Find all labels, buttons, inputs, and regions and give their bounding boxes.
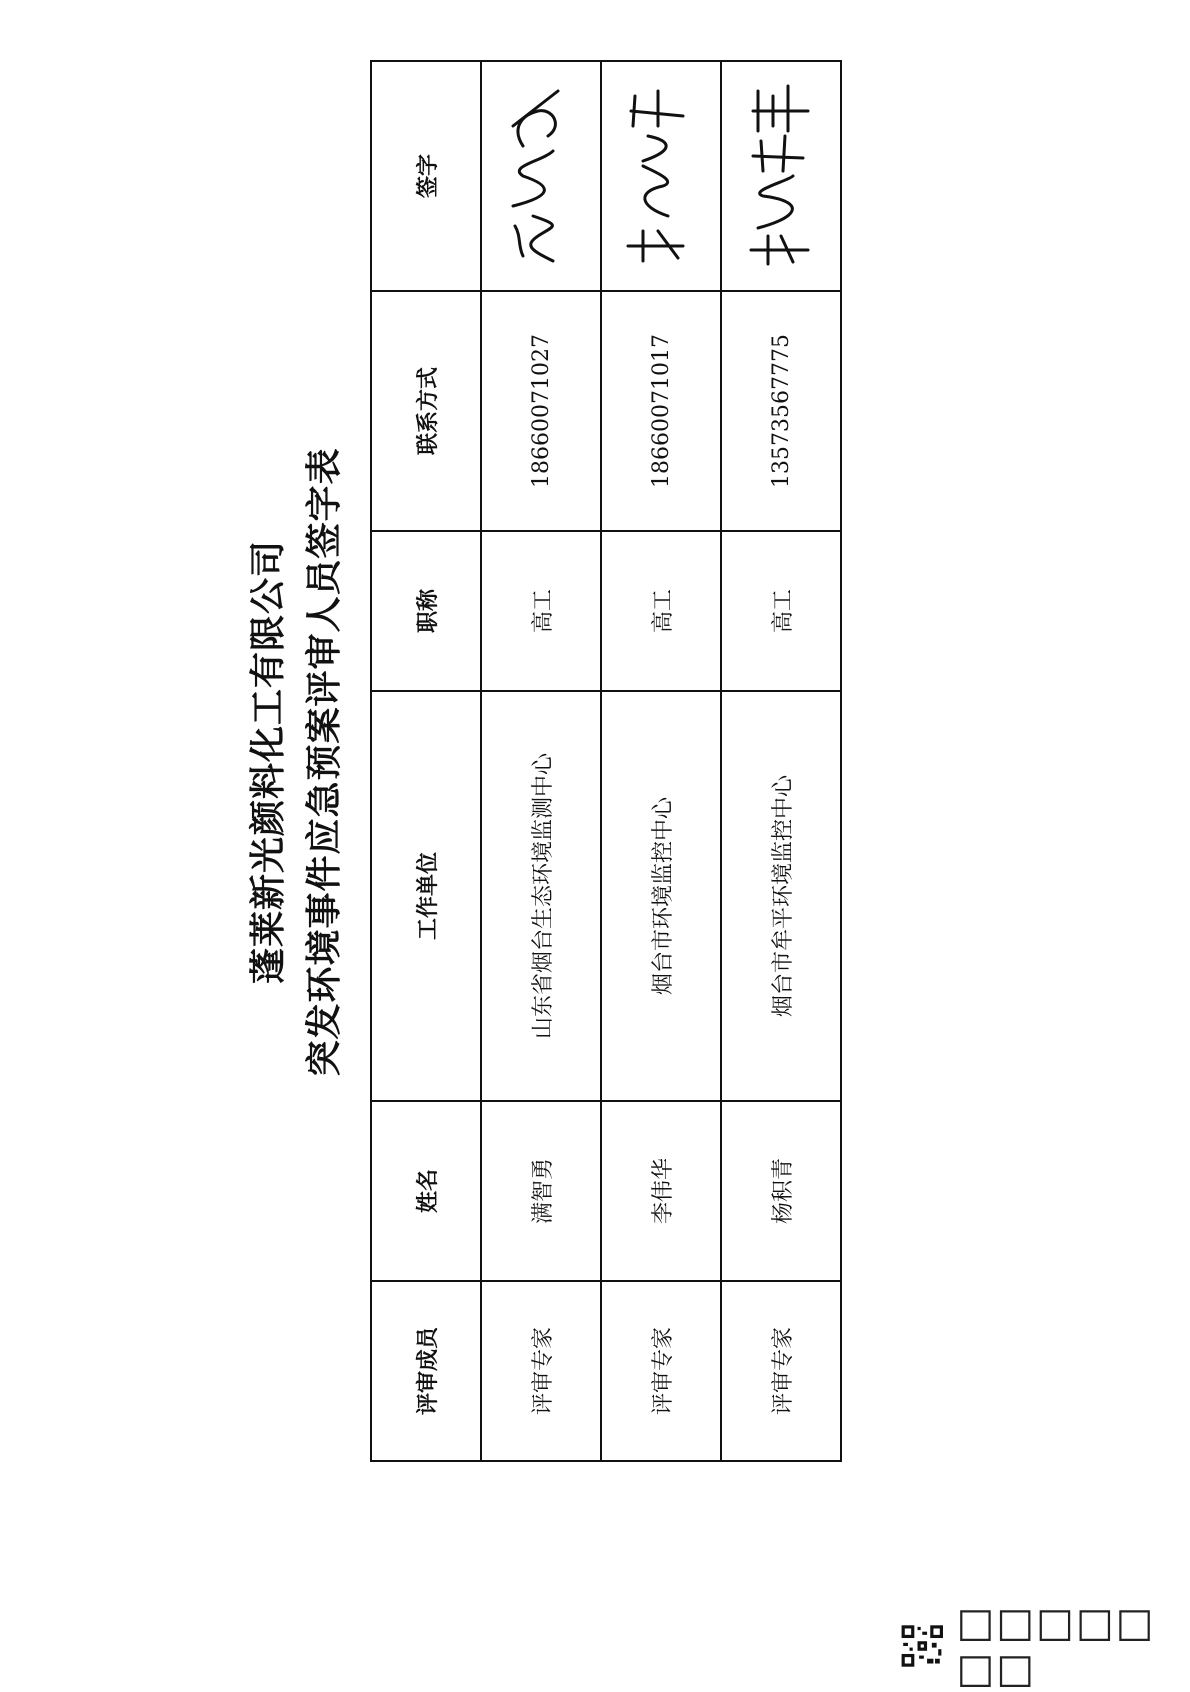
header-name: 姓名 <box>371 1101 481 1281</box>
cell-unit: 山东省烟台生态环境监测中心 <box>481 691 601 1101</box>
table-row <box>601 61 721 1461</box>
table-row <box>721 61 841 1461</box>
cell-phone: 18660071017 <box>601 291 721 531</box>
qr-code-icon <box>900 1618 945 1674</box>
header-title: 职称 <box>371 531 481 691</box>
handwritten-signature <box>733 76 823 276</box>
header-signature: 签字 <box>371 61 481 291</box>
cell-title: 高工 <box>481 531 601 691</box>
cell-phone: 18660071027 <box>481 291 601 531</box>
rotated-content <box>230 62 850 1462</box>
cell-signature <box>721 61 841 291</box>
cell-role: 评审专家 <box>481 1281 601 1461</box>
cell-unit: 烟台市环境监控中心 <box>601 691 721 1101</box>
header-role: 评审成员 <box>371 1281 481 1461</box>
footer-stamp-text: □□□□□ □□ <box>956 1600 1156 1692</box>
cell-phone: 13573567775 <box>721 291 841 531</box>
handwritten-signature <box>493 76 583 276</box>
cell-title: 高工 <box>601 531 721 691</box>
form-title: 突发环境事件应急预案评审人员签字表 <box>304 447 345 1077</box>
cell-role: 评审专家 <box>721 1281 841 1461</box>
signature-table <box>370 60 842 1462</box>
handwritten-signature <box>613 76 703 276</box>
company-title: 蓬莱新光颜料化工有限公司 <box>248 540 289 985</box>
cell-signature <box>601 61 721 291</box>
header-unit: 工作单位 <box>371 691 481 1101</box>
cell-unit: 烟台市牟平环境监控中心 <box>721 691 841 1101</box>
cell-name: 李伟华 <box>601 1101 721 1281</box>
cell-name: 杨积青 <box>721 1101 841 1281</box>
table-header-row <box>371 61 481 1461</box>
header-phone: 联系方式 <box>371 291 481 531</box>
footer <box>900 1600 1190 1692</box>
cell-signature <box>481 61 601 291</box>
table-row <box>481 61 601 1461</box>
cell-role: 评审专家 <box>601 1281 721 1461</box>
cell-name: 满智勇 <box>481 1101 601 1281</box>
cell-title: 高工 <box>721 531 841 691</box>
